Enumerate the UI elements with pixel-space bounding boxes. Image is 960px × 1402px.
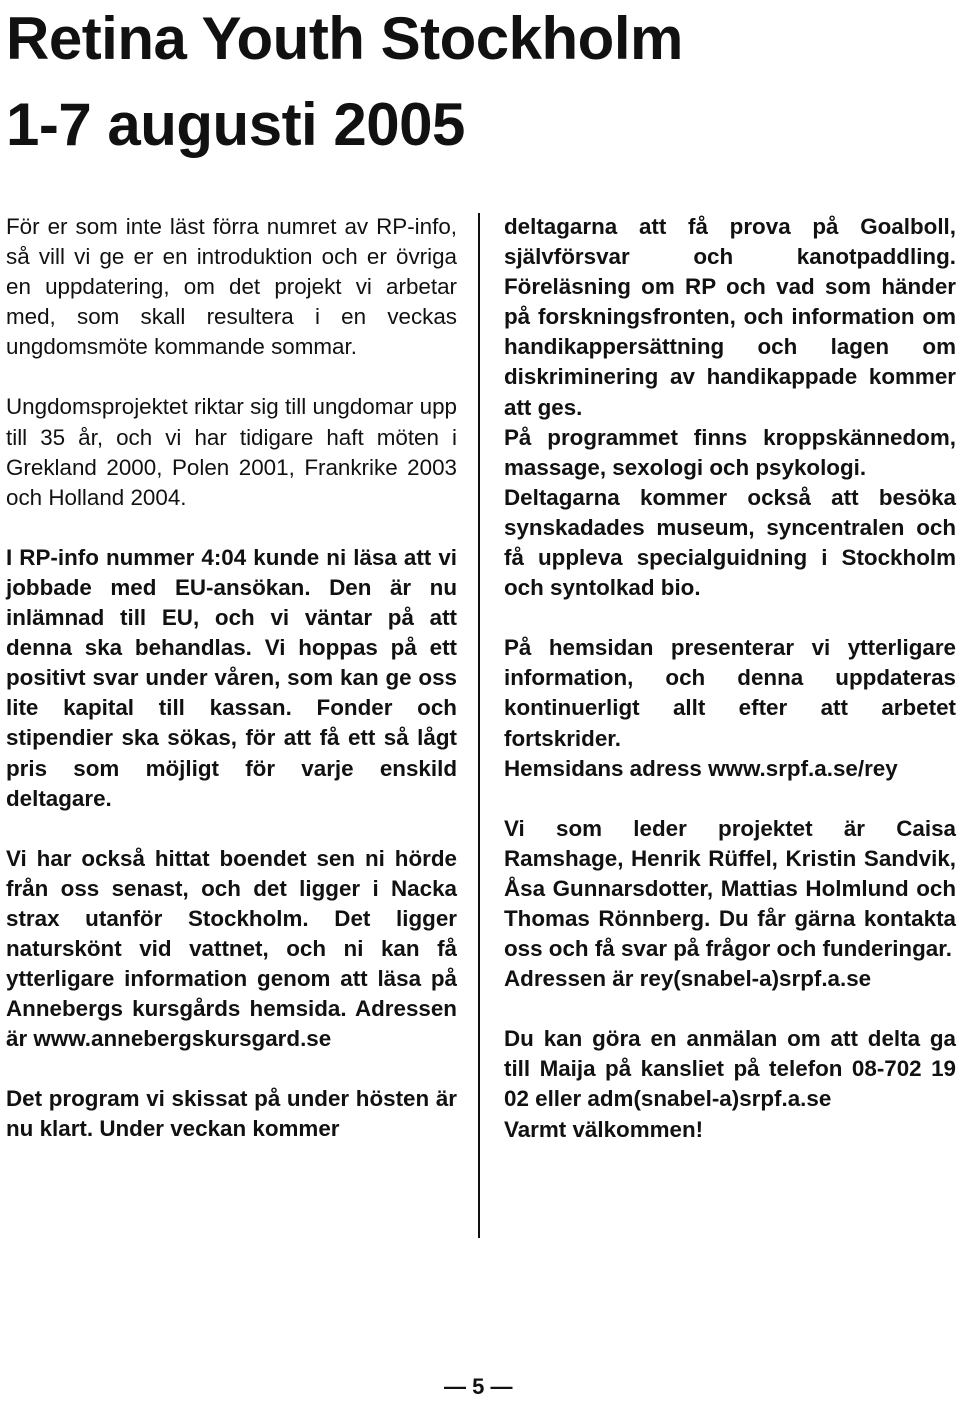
page-number: — 5 —	[444, 1374, 513, 1399]
right-column	[504, 212, 956, 1145]
project-paragraph: Ungdomsprojektet riktar sig till ungdomar upp till 35 år, och vi har tidigare haft möten i Grekland 2000, Polen 2001, Frankrike 2003 och Holland 2004.	[6, 394, 457, 510]
website-address: Hemsidans adress www.srpf.a.se/rey	[504, 755, 898, 781]
title-line-1: Retina Youth Stockholm	[6, 5, 683, 72]
left-column	[6, 212, 457, 1145]
intro-paragraph: För er som inte läst förra numret av RP-info, så vill vi ge er en introduktion och er övriga en uppdatering, om det projekt vi arbetar med, som skall resultera i en veckas ungdomsmöte kommande sommar.	[6, 214, 457, 360]
program-paragraph: Det program vi skissat på under hösten är nu klart. Under veckan kommer	[6, 1086, 457, 1142]
title-line-2: 1-7 augusti 2005	[6, 91, 465, 158]
welcome-text: Varmt välkommen!	[504, 1116, 704, 1142]
leaders-paragraph: Vi som leder projektet är Caisa Ramshage, Henrik Rüffel, Kristin Sandvik, Åsa Gunnarsdotter, Mattias Holmlund och Thomas Rönnberg. Du får gärna kontakta oss och få svar på frågor och funderingar.	[504, 815, 956, 962]
museum-paragraph: Deltagarna kommer också att besöka synskadades museum, syncentralen och få uppleva specialguidning i Stockholm och syntolkad bio.	[504, 484, 956, 601]
activities-paragraph: deltagarna att få prova på Goalboll, självförsvar och kanotpaddling. Föreläsning om RP och vad som händer på forskningsfronten, och information om handikappersättning och lagen om diskriminering av handikappade kommer att ges.	[504, 214, 956, 420]
eu-application-paragraph: I RP-info nummer 4:04 kunde ni läsa att vi jobbade med EU-ansökan. Den är nu inlämnad till EU, och vi väntar på att denna ska behandlas. Vi hoppas på ett positivt svar under våren, som kan ge oss lite kapital till kassan. Fonder och stipendier ska sökas, för att få ett så lågt pris som möjligt för varje enskild deltagare.	[6, 544, 457, 811]
program-content-paragraph: På programmet finns kroppskännedom, massage, sexologi och psykologi.	[504, 424, 956, 480]
column-divider	[478, 213, 480, 1238]
contact-address: Adressen är rey(snabel-a)srpf.a.se	[504, 966, 872, 992]
article-title	[6, 0, 683, 168]
accommodation-paragraph: Vi har också hittat boendet sen ni hörde från oss senast, och det ligger i Nacka strax utanför Stockholm. Det ligger naturskönt vid vattnet, och ni kan få ytterligare information genom att läsa på Annebergs kursgårds hemsida. Adressen är www.annebergskursgard.se	[6, 845, 457, 1052]
registration-paragraph: Du kan göra en anmälan om att delta ga till Maija på kansliet på telefon 08-702 19 02 eller adm(snabel-a)srpf.a.se	[504, 1026, 956, 1112]
website-paragraph: På hemsidan presenterar vi ytterligare information, och denna uppdateras kontinuerligt allt efter att arbetet fortskrider.	[504, 635, 956, 751]
